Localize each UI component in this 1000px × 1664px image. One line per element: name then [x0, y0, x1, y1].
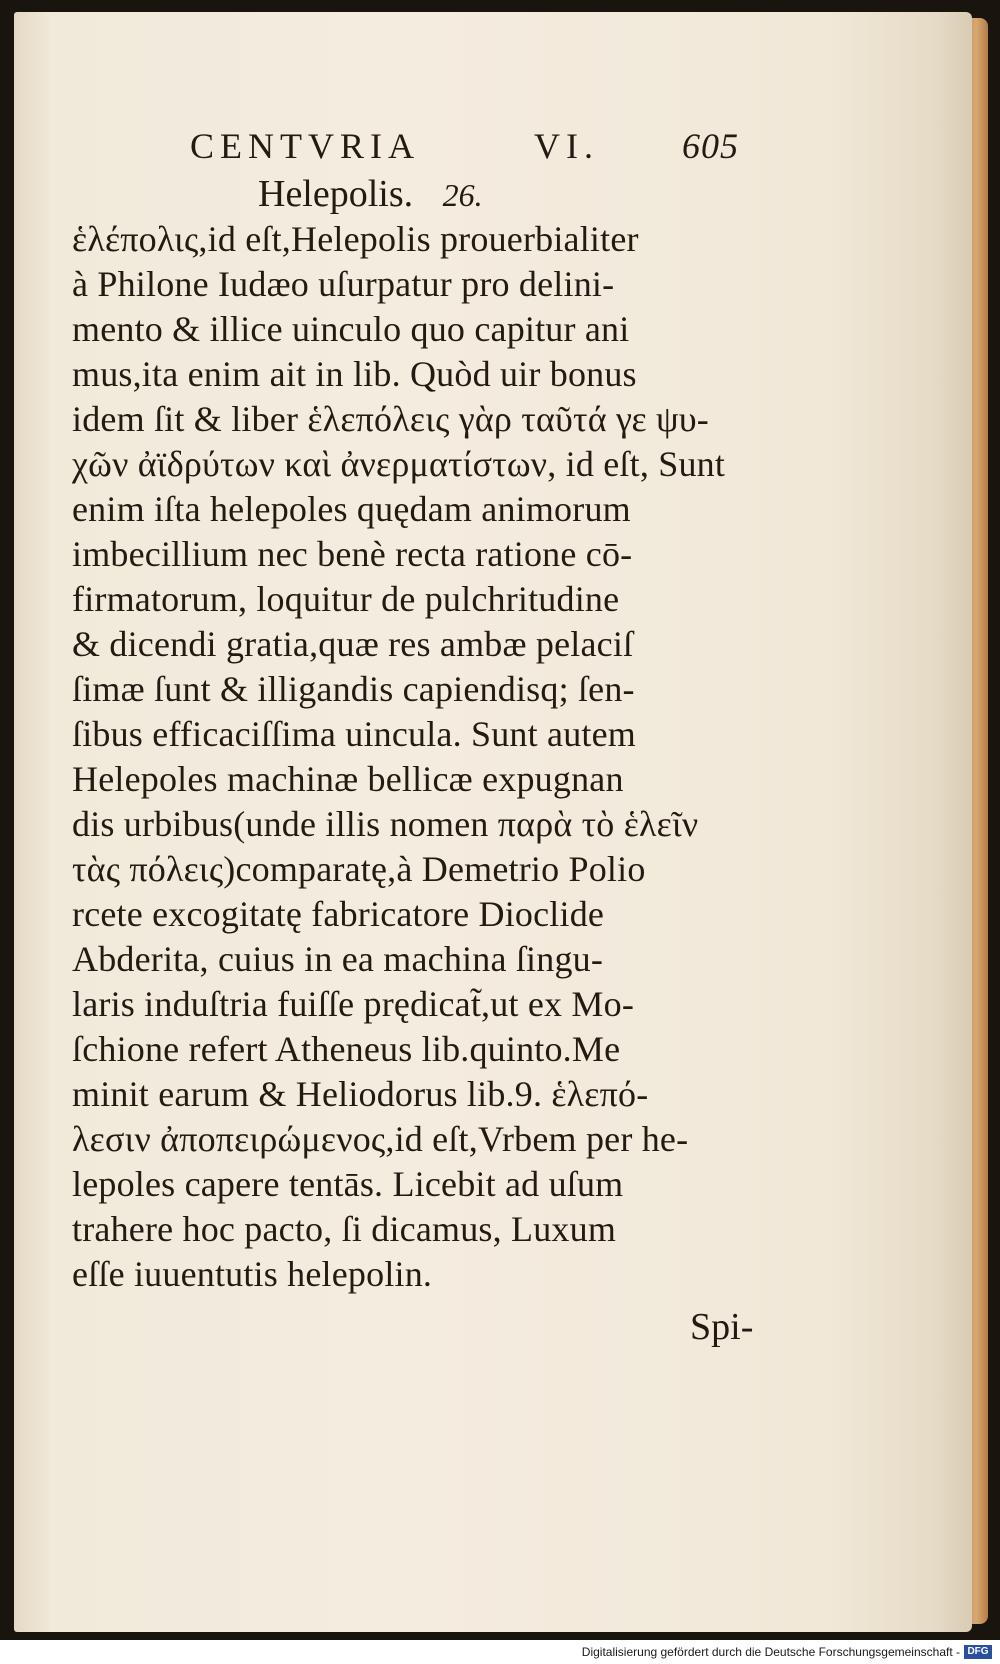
text-line: ſchione refert Atheneus lib.quinto.Me [72, 1029, 621, 1069]
running-head-roman: VI. [534, 126, 599, 166]
text-line: dis urbibus(unde illis nomen παρὰ τὸ ἑλεῖν [72, 804, 699, 844]
text-line: mento & illice uinculo quo capitur ani [72, 309, 630, 349]
body-text [72, 217, 772, 1297]
text-line: eſſe iuuentutis helepolin. [72, 1254, 433, 1294]
text-line: enim iſta helepoles quędam animorum [72, 489, 631, 529]
section-heading [258, 171, 772, 217]
text-line: ἑλέπολις,id eſt,Helepolis prouerbialiter [72, 219, 639, 259]
text-line: idem ſit & liber ἑλεπόλεις γὰρ ταῦτά γε ψυ- [72, 399, 709, 439]
running-header [72, 125, 772, 171]
text-line: χῶν ἀϊδρύτων καὶ ἀνερματίστων, id eſt, Sunt [72, 444, 726, 484]
text-line: à Philone Iudæo uſurpatur pro delini- [72, 264, 615, 304]
text-line: Abderita, cuius in ea machina ſingu- [72, 939, 604, 979]
text-line: mus,ita enim ait in lib. Quòd uir bonus [72, 354, 637, 394]
section-title: Helepolis. [258, 173, 414, 215]
page-number: 605 [682, 126, 739, 166]
text-line: rcete excogitatę fabricatore Dioclide [72, 894, 605, 934]
funding-credit: Digitalisierung gefördert durch die Deutsche Forschungsgemeinschaft - [581, 1645, 960, 1659]
text-line: λεσιν ἀποπειρώμενος,id eſt,Vrbem per he- [72, 1119, 689, 1159]
text-line: laris induſtria fuiſſe prędicat̃,ut ex Mo- [72, 984, 635, 1024]
text-line: trahere hoc pacto, ſi dicamus, Luxum [72, 1209, 617, 1249]
section-number: 26. [442, 177, 483, 213]
text-line: ſibus efficaciſſima uincula. Sunt autem [72, 714, 636, 754]
running-head-title: CENTVRIA [190, 126, 420, 166]
text-line: τὰς πόλεις)comparatę,à Demetrio Polio [72, 849, 646, 889]
page-text-block [72, 125, 772, 1297]
text-line: ſimæ ſunt & illigandis capiendisq; ſen- [72, 669, 635, 709]
catchword: Spi- [690, 1306, 754, 1348]
digitization-footer [0, 1642, 1000, 1664]
text-line: & dicendi gratia,quæ res ambæ pelaciſ [72, 624, 634, 664]
text-line: Helepoles machinæ bellicæ expugnan [72, 759, 624, 799]
text-line: minit earum & Heliodorus lib.9. ἑλεπό- [72, 1074, 649, 1114]
text-line: lepoles capere tentās. Licebit ad uſum [72, 1164, 624, 1204]
text-line: imbecillium nec benè recta ratione cō- [72, 534, 633, 574]
text-line: firmatorum, loquitur de pulchritudine [72, 579, 620, 619]
dfg-logo: DFG [964, 1645, 992, 1659]
